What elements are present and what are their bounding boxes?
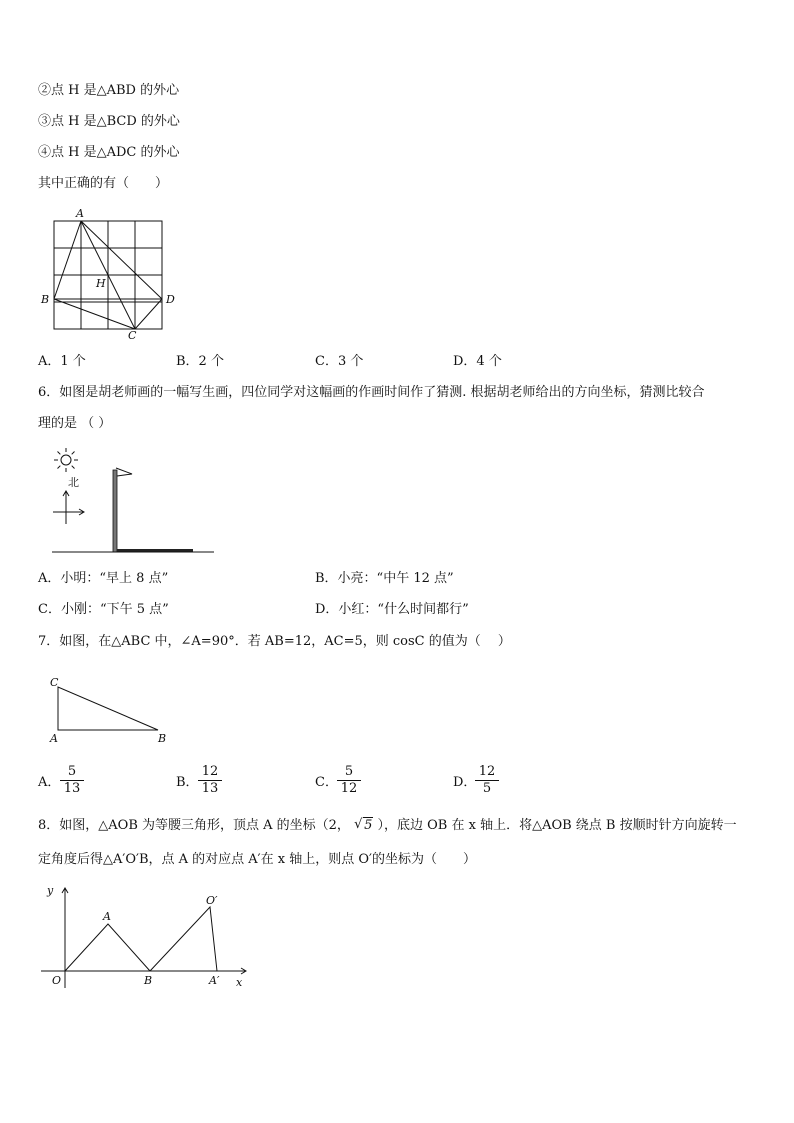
q7-label-c: C — [50, 676, 59, 689]
q5-item-4: ④点 H 是△ADC 的外心 — [38, 145, 180, 160]
q7-stem: 7．如图，在△ABC 中，∠A=90°．若 AB=12，AC=5，则 cosC 的值为（ ） — [38, 634, 511, 649]
q6-option-d: D．小红：“什么时间都行” — [315, 602, 469, 617]
q8-label-y: y — [47, 884, 54, 897]
flagpole — [113, 468, 132, 552]
q8-stem-part1: 8．如图，△AOB 为等腰三角形，顶点 A 的坐标（2， — [38, 818, 350, 833]
q7-option-c-numerator: 5 — [337, 764, 361, 781]
q6-option-b: B．小亮：“中午 12 点” — [315, 571, 454, 586]
q5-stem: 其中正确的有（ ） — [38, 176, 169, 191]
q5-option-c: C．3 个 — [315, 354, 364, 369]
q7-option-d-denominator: 5 — [482, 781, 492, 796]
q8-label-b: B — [144, 974, 153, 987]
sun-icon — [54, 448, 78, 472]
q8-label-o-prime: O′ — [206, 894, 218, 907]
q7-option-d-label: D． — [453, 775, 477, 790]
q5-option-b: B．2 个 — [176, 354, 224, 369]
q7-option-b-denominator: 13 — [201, 781, 219, 796]
q6-option-a: A．小明：“早上 8 点” — [38, 571, 169, 586]
q8-label-x: x — [236, 976, 243, 989]
q7-label-b: B — [158, 732, 167, 745]
q7-option-b-fraction — [198, 764, 222, 797]
north-label: 北 — [68, 476, 79, 489]
q7-option-a-fraction — [60, 764, 84, 797]
q7-option-b-label: B． — [176, 775, 199, 790]
q6-stem-line2: 理的是 （ ） — [38, 416, 112, 431]
q5-label-h: H — [96, 277, 106, 290]
q8-label-a: A — [103, 910, 111, 923]
q6-option-c: C．小刚：“下午 5 点” — [38, 602, 169, 617]
q7-option-b-numerator: 12 — [198, 764, 222, 781]
q5-label-b: B — [41, 293, 50, 306]
q8-stem-part2: ），底边 OB 在 x 轴上．将△AOB 绕点 B 按顺时针方向旋转一 — [377, 818, 737, 833]
q8-stem-line1 — [38, 817, 737, 835]
compass-icon — [53, 491, 84, 524]
q7-option-d-fraction — [475, 764, 499, 797]
q7-option-c-label: C． — [315, 775, 338, 790]
q6-sketch-figure — [50, 448, 220, 558]
sqrt-radicand: 5 — [364, 818, 373, 833]
q7-option-a-label: A． — [38, 775, 61, 790]
q7-label-a: A — [50, 732, 58, 745]
q8-stem-line2: 定角度后得△A′O′B，点 A 的对应点 A′在 x 轴上，则点 O′的坐标为（ ） — [38, 852, 476, 867]
q5-option-d: D．4 个 — [453, 354, 502, 369]
q5-label-c: C — [128, 329, 137, 342]
q7-triangle-figure — [46, 672, 176, 747]
q7-option-a-numerator: 5 — [60, 764, 84, 781]
q8-coordinate-figure — [38, 882, 258, 994]
q7-option-c-denominator: 12 — [340, 781, 358, 796]
q5-option-a: A．1 个 — [38, 354, 86, 369]
q5-item-3: ③点 H 是△BCD 的外心 — [38, 114, 180, 129]
q6-stem-line1: 6．如图是胡老师画的一幅写生画，四位同学对这幅画的作画时间作了猜测. 根据胡老师给出的方向坐标，猜测比较合 — [38, 385, 705, 400]
sqrt-5: √ 5 — [354, 817, 373, 833]
q7-option-a-denominator: 13 — [63, 781, 81, 796]
q8-label-a-prime: A′ — [209, 974, 220, 987]
q5-label-a: A — [76, 207, 84, 220]
q5-label-d: D — [166, 293, 175, 306]
q7-option-d-numerator: 12 — [475, 764, 499, 781]
q5-grid-figure — [38, 205, 175, 342]
q5-item-2: ②点 H 是△ABD 的外心 — [38, 83, 180, 98]
q8-label-o: O — [52, 974, 62, 987]
q7-option-c-fraction — [337, 764, 361, 797]
